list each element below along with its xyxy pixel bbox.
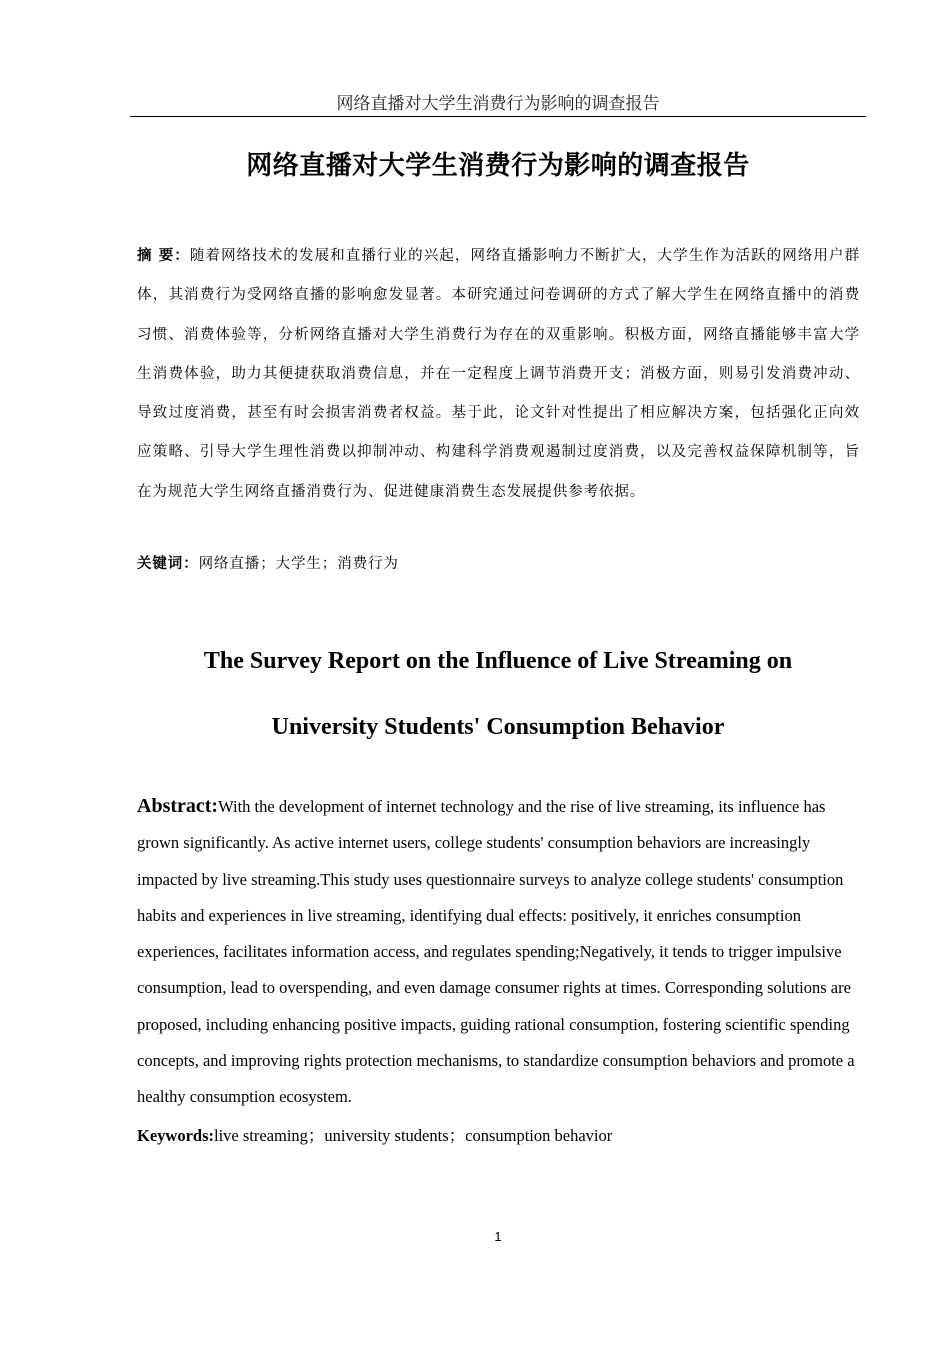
english-title — [130, 628, 866, 760]
english-abstract-text: With the development of internet technology and the rise of live streaming, its influence has grown significantly. As active internet users, college students' consumption behaviors are increasingly impacted by live streaming.This study uses questionnaire surveys to analyze college students' consumption habits and experiences in live streaming, identifying dual effects: positively, it enriches consumption experiences, facilitates information access, and regulates spending;Negatively, it tends to trigger impulsive consumption, lead to overspending, and even damage consumer rights at times. Corresponding solutions are proposed, including enhancing positive impacts, guiding rational consumption, fostering scientific spending concepts, and improving rights protection mechanisms, to standardize consumption behaviors and promote a healthy consumption ecosystem. — [137, 797, 855, 1107]
english-abstract — [137, 788, 865, 1116]
english-keywords — [137, 1124, 865, 1148]
page-number: 1 — [494, 1229, 502, 1244]
english-keywords-label: Keywords: — [137, 1126, 214, 1145]
english-title-line-2: University Students' Consumption Behavior — [271, 714, 725, 740]
chinese-keywords-label: 关键词： — [137, 556, 199, 572]
chinese-abstract-text: 随着网络技术的发展和直播行业的兴起，网络直播影响力不断扩大，大学生作为活跃的网络用户群体，其消费行为受网络直播的影响愈发显著。本研究通过问卷调研的方式了解大学生在网络直播中的消费习惯、消费体验等，分析网络直播对大学生消费行为存在的双重影响。积极方面，网络直播能够丰富大学生消费体验，助力其便捷获取消费信息，并在一定程度上调节消费开支；消极方面，则易引发消费冲动、导致过度消费，甚至有时会损害消费者权益。基于此，论文针对性提出了相应解决方案，包括强化正向效应策略、引导大学生理性消费以抑制冲动、构建科学消费观遏制过度消费，以及完善权益保障机制等，旨在为规范大学生网络直播消费行为、促进健康消费生态发展提供参考依据。 — [137, 248, 860, 500]
chinese-abstract — [137, 237, 860, 512]
chinese-abstract-label: 摘 要： — [137, 248, 190, 264]
english-keywords-text: live streaming；university students；consumption behavior — [214, 1126, 613, 1145]
chinese-title: 网络直播对大学生消费行为影响的调查报告 — [246, 151, 750, 181]
header-rule — [130, 116, 866, 117]
chinese-keywords-text: 网络直播；大学生；消费行为 — [198, 556, 399, 572]
english-abstract-label: Abstract: — [137, 795, 219, 817]
running-header: 网络直播对大学生消费行为影响的调查报告 — [336, 94, 660, 114]
english-title-line-1: The Survey Report on the Influence of Live Streaming on — [203, 648, 793, 674]
chinese-keywords — [137, 552, 860, 576]
